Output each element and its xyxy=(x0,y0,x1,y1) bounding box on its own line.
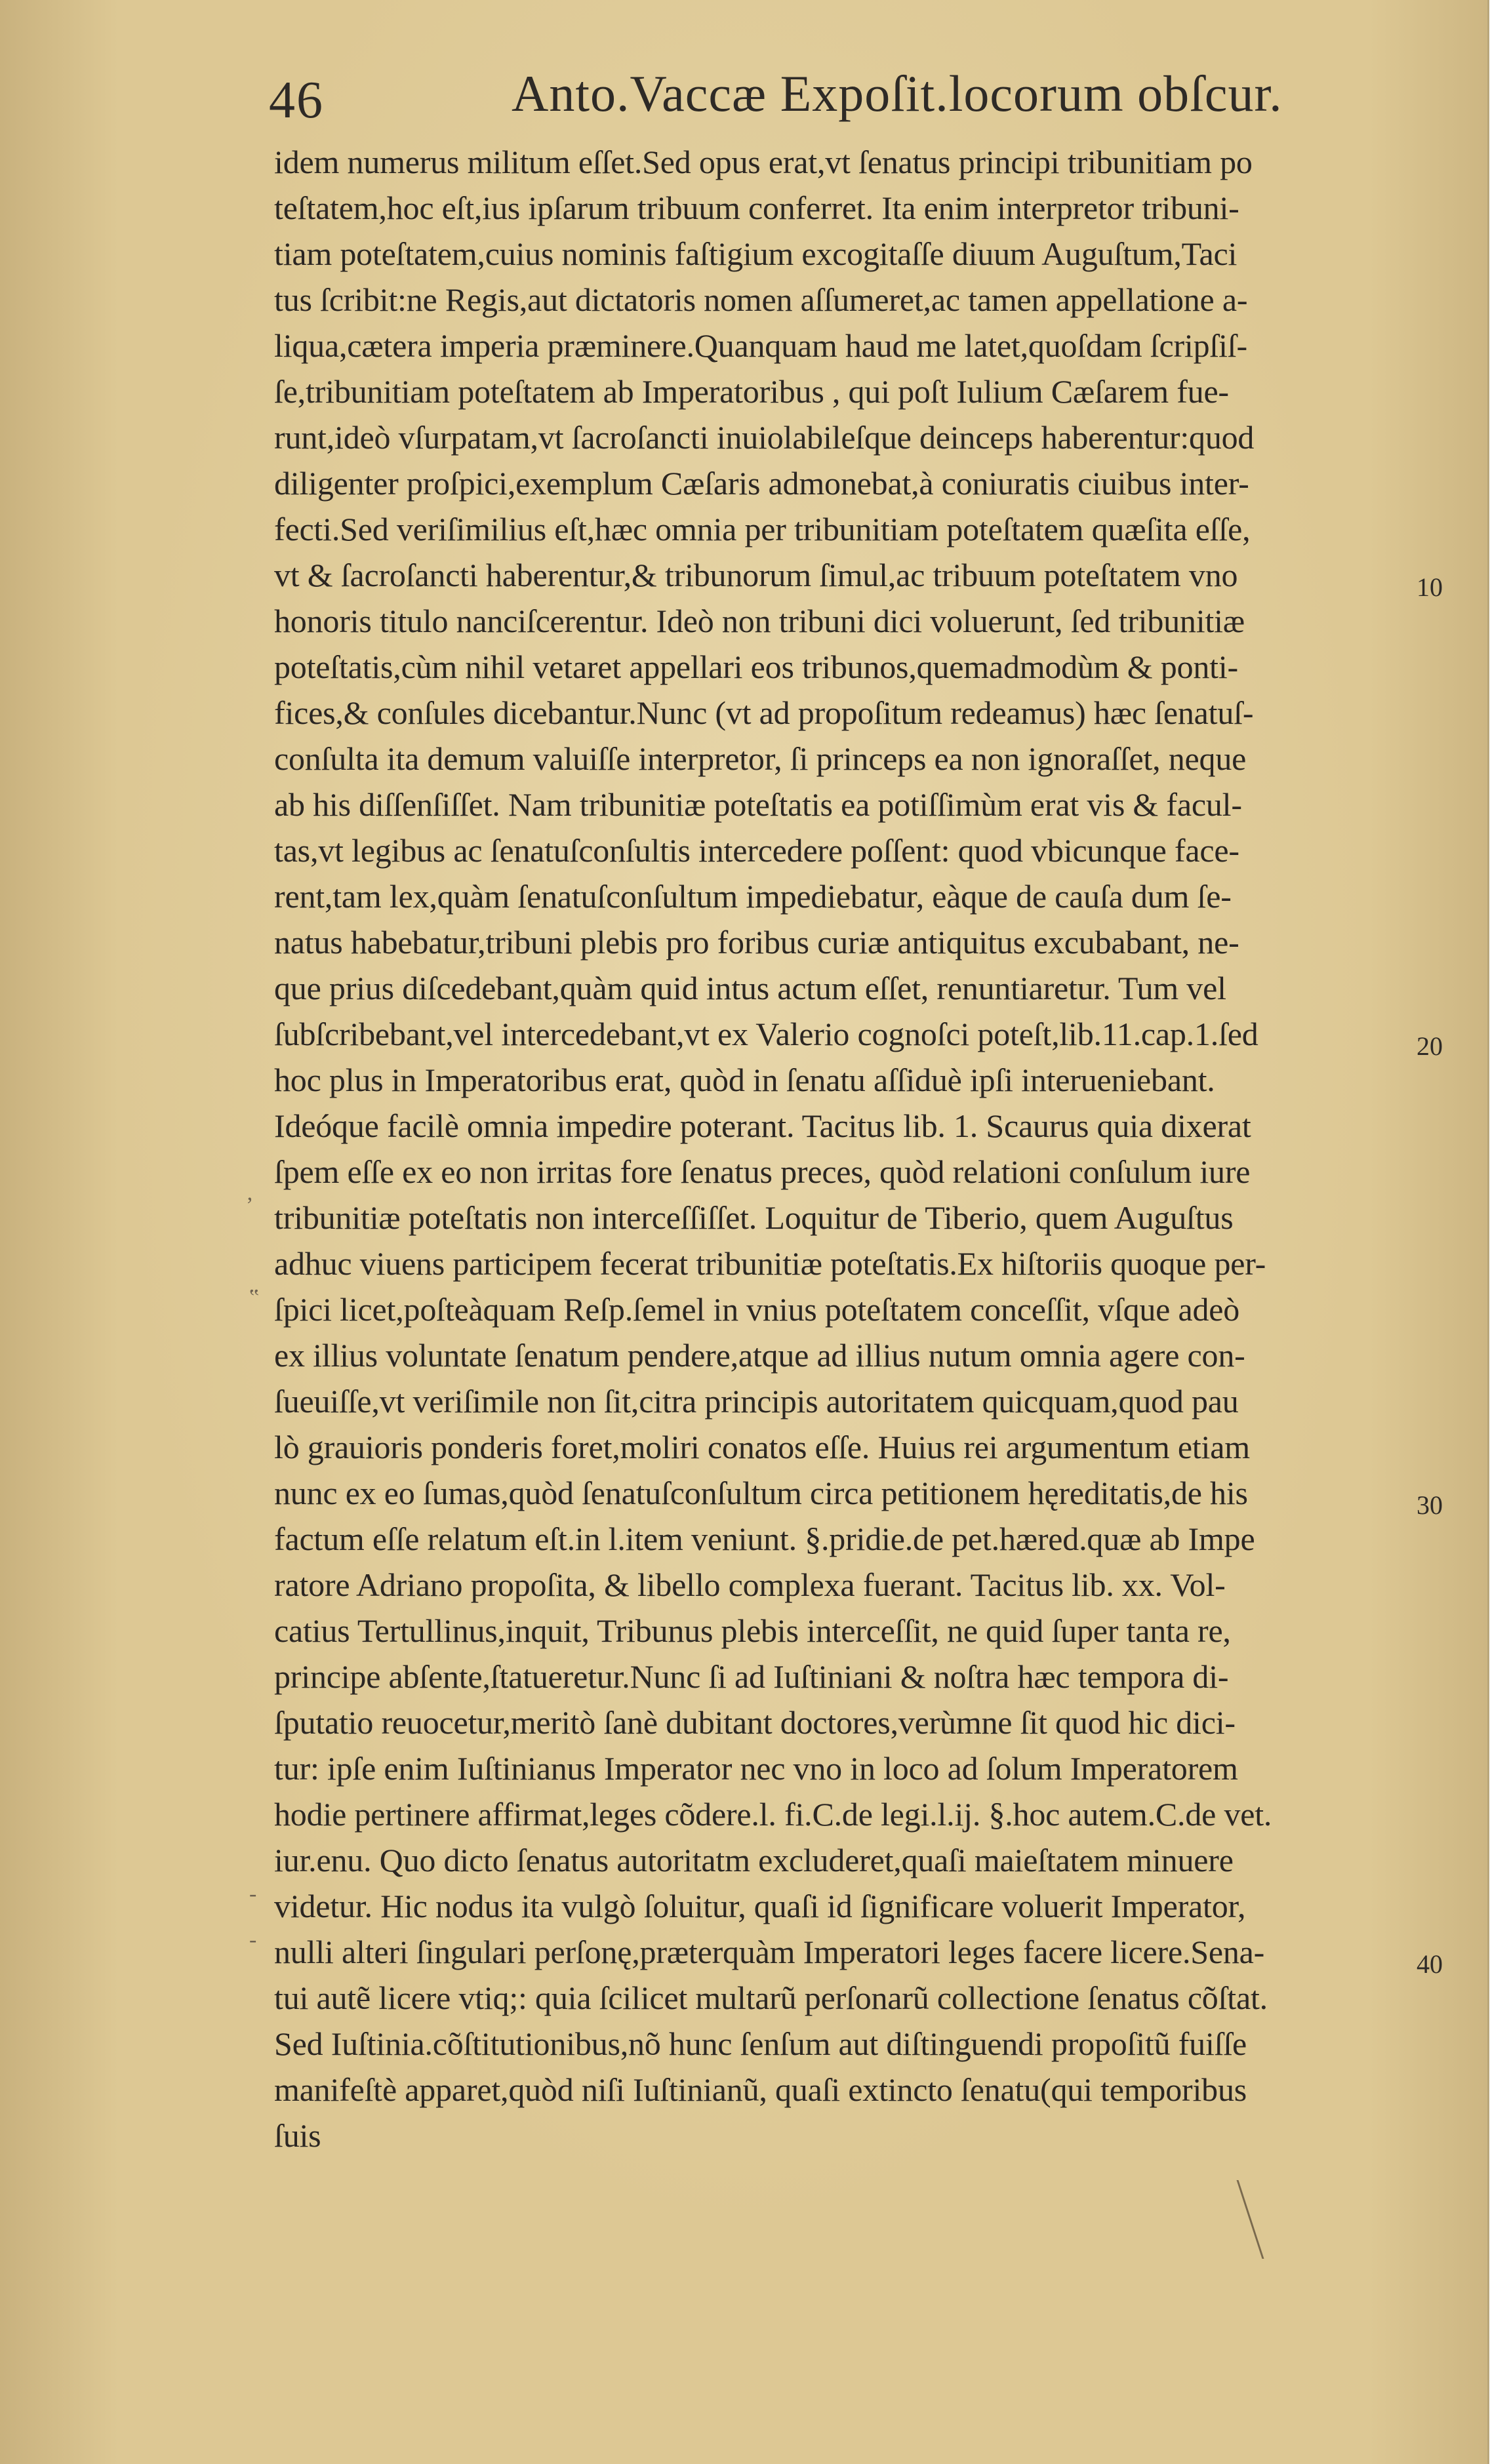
text-line: hoc plus in Imperatoribus erat, quòd in ſenatu aſſiduè ipſi interueniebant. xyxy=(274,1062,1215,1098)
margin-smudge: ‟ xyxy=(249,1285,260,1309)
margin-smudge: ʼ xyxy=(246,1193,254,1218)
text-line: ſpem eſſe ex eo non irritas fore ſenatus preces, quòd relationi conſulum iure xyxy=(274,1153,1251,1190)
text-line: nulli alteri ſingulari perſonę,præterquàm Imperatori leges facere licere.Sena- xyxy=(274,1934,1265,1970)
text-line: vt & ſacroſancti haberentur,& tribunorum ſimul,ac tribuum poteſtatem vno xyxy=(274,557,1238,593)
text-line: tribunitiæ poteſtatis non interceſſiſſet. Loquitur de Tiberio, quem Auguſtus xyxy=(274,1199,1234,1236)
text-line: tur: ipſe enim Iuſtinianus Imperator nec vno in loco ad ſolum Imperatorem xyxy=(274,1750,1238,1787)
page-number: 46 xyxy=(269,71,324,129)
margin-line-number: 30 xyxy=(1417,1490,1443,1520)
page-edge xyxy=(1487,0,1509,2464)
text-line: tas,vt legibus ac ſenatuſconſultis intercedere poſſent: quod vbicunque face- xyxy=(274,832,1239,869)
text-line: videtur. Hic nodus ita vulgò ſoluitur, quaſi id ſignificare voluerit Imperator, xyxy=(274,1888,1246,1924)
text-line: catius Tertullinus,inquit, Tribunus plebis interceſſit, ne quid ſuper tanta re, xyxy=(274,1612,1231,1649)
margin-smudge: - xyxy=(249,1928,257,1952)
text-line: liqua,cætera imperia præminere.Quanquam haud me latet,quoſdam ſcripſiſ- xyxy=(274,327,1247,364)
body-text xyxy=(274,139,1443,2198)
text-line: tiam poteſtatem,cuius nominis faſtigium excogitaſſe diuum Auguſtum,Taci xyxy=(274,235,1237,272)
text-line: fices,& conſules dicebantur.Nunc (vt ad propoſitum redeamus) hæc ſenatuſ- xyxy=(274,694,1254,731)
text-line: natus habebatur,tribuni plebis pro foribus curiæ antiquitus excubabant, ne- xyxy=(274,924,1239,961)
text-line: diligenter proſpici,exemplum Cæſaris admonebat,à coniuratis ciuibus inter- xyxy=(274,465,1249,502)
text-line: teſtatem,hoc eſt,ius ipſarum tribuum conferret. Ita enim interpretor tribuni- xyxy=(274,189,1239,226)
text-line: Sed Iuſtinia.cõſtitutionibus,nõ hunc ſenſum aut diſtinguendi propoſitũ fuiſſe xyxy=(274,2025,1247,2062)
text-line: adhuc viuens participem fecerat tribunitiæ poteſtatis.Ex hiſtoriis quoque per- xyxy=(274,1245,1266,1282)
text-line: poteſtatis,cùm nihil vetaret appellari eos tribunos,quemadmodùm & ponti- xyxy=(274,648,1238,685)
text-line: ſueuiſſe,vt veriſimile non ſit,citra principis autoritatem quicquam,quod pau xyxy=(274,1383,1239,1420)
text-line: runt,ideò vſurpatam,vt ſacroſancti inuiolabileſque deinceps haberentur:quod xyxy=(274,419,1255,456)
text-line: conſulta ita demum valuiſſe interpretor, ſi princeps ea non ignoraſſet, neque xyxy=(274,740,1247,777)
text-line: principe abſente,ſtatueretur.Nunc ſi ad Iuſtiniani & noſtra hæc tempora di- xyxy=(274,1658,1229,1695)
text-line: ratore Adriano propoſita, & libello complexa fuerant. Tacitus lib. xx. Vol- xyxy=(274,1566,1226,1603)
text-line: iur.enu. Quo dicto ſenatus autoritatm excluderet,quaſi maieſtatem minuere xyxy=(274,1842,1234,1878)
text-line: Ideóque facilè omnia impedire poterant. Tacitus lib. 1. Scaurus quia dixerat xyxy=(274,1107,1251,1144)
text-line: nunc ex eo ſumas,quòd ſenatuſconſultum circa petitionem hęreditatis,de his xyxy=(274,1475,1248,1511)
text-line: factum eſſe relatum eſt.in l.item veniunt. §.pridie.de pet.hæred.quæ ab Impe xyxy=(274,1520,1255,1557)
margin-line-number: 20 xyxy=(1417,1031,1443,1061)
margin-line-number: 10 xyxy=(1417,572,1443,602)
text-line: manifeſtè apparet,quòd niſi Iuſtinianũ, quaſi extincto ſenatu(qui temporibus xyxy=(274,2071,1247,2108)
running-title: Anto.Vaccæ Expoſit.locorum obſcur. xyxy=(512,65,1283,122)
text-line: ab his diſſenſiſſet. Nam tribunitiæ poteſtatis ea potiſſimùm erat vis & facul- xyxy=(274,786,1242,823)
text-line: ſputatio reuocetur,meritò ſanè dubitant doctores,verùmne ſit quod hic dici- xyxy=(274,1704,1236,1741)
text-line: tus ſcribit:ne Regis,aut dictatoris nomen aſſumeret,ac tamen appellatione a- xyxy=(274,281,1248,318)
text-line: fecti.Sed veriſimilius eſt,hæc omnia per tribunitiam poteſtatem quæſita eſſe, xyxy=(274,511,1251,547)
text-line: ſubſcribebant,vel intercedebant,vt ex Valerio cognoſci poteſt,lib.11.cap.1.ſed xyxy=(274,1016,1258,1052)
text-line: que prius diſcedebant,quàm quid intus actum eſſet, renuntiaretur. Tum vel xyxy=(274,970,1226,1006)
text-line: idem numerus militum eſſet.Sed opus erat,vt ſenatus principi tribunitiam po xyxy=(274,144,1253,180)
text-line: ſe,tribunitiam poteſtatem ab Imperatoribus , qui poſt Iulium Cæſarem fue- xyxy=(274,373,1229,410)
text-line: ſuis xyxy=(274,2117,321,2154)
margin-line-number: 40 xyxy=(1417,1949,1443,1979)
text-line: honoris titulo nanciſcerentur. Ideò non tribuni dici voluerunt, ſed tribunitiæ xyxy=(274,603,1245,639)
page-header xyxy=(269,58,1331,130)
text-line: ex illius voluntate ſenatum pendere,atque ad illius nutum omnia agere con- xyxy=(274,1337,1245,1374)
text-line: lò grauioris ponderis foret,moliri conatos eſſe. Huius rei argumentum etiam xyxy=(274,1429,1250,1465)
margin-smudge: - xyxy=(249,1882,257,1906)
text-line: rent,tam lex,quàm ſenatuſconſultum impediebatur, eàque de cauſa dum ſe- xyxy=(274,878,1232,915)
text-line: hodie pertinere affirmat,leges cõdere.l. fi.C.de legi.l.ij. §.hoc autem.C.de vet. xyxy=(274,1796,1272,1833)
text-line: ſpici licet,poſteàquam Reſp.ſemel in vnius poteſtatem conceſſit, vſque adeò xyxy=(274,1291,1240,1328)
text-line: tui autẽ licere vtiq;: quia ſcilicet multarũ perſonarũ collectione ſenatus cõſtat. xyxy=(274,1979,1268,2016)
